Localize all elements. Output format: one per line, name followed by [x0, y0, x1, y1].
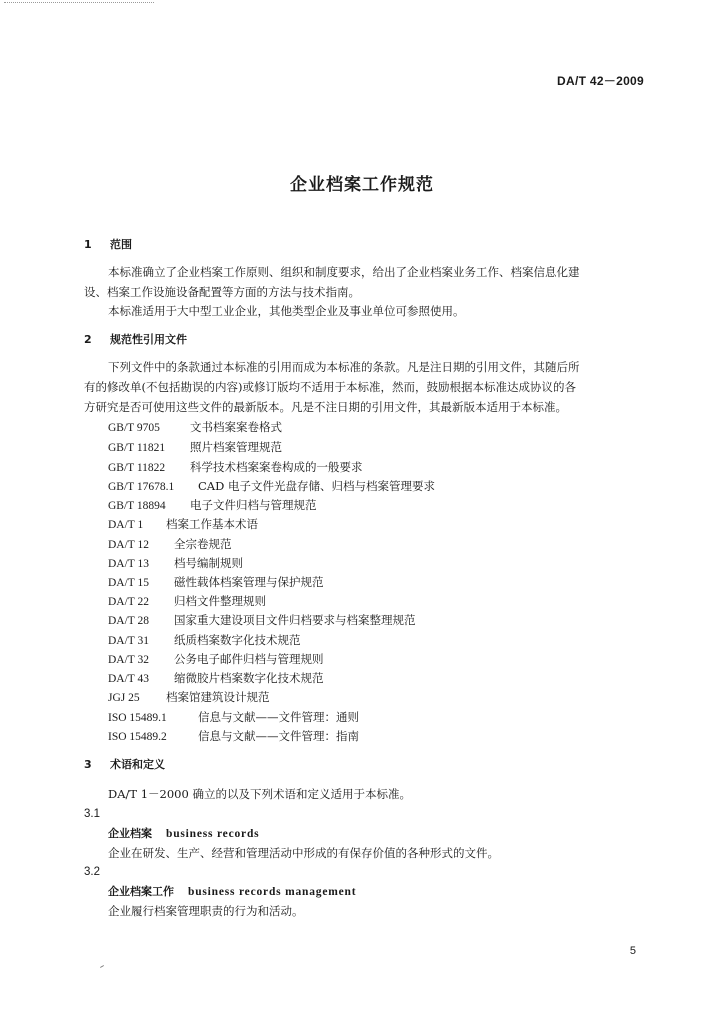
- reference-code: DA/T 28: [108, 615, 149, 627]
- term-definition: 企业履行档案管理职责的行为和活动。: [108, 904, 304, 918]
- reference-item: [108, 554, 243, 573]
- reference-code: DA/T 43: [108, 673, 149, 685]
- scan-artifact: [4, 2, 154, 6]
- reference-code: DA/T 15: [108, 577, 149, 589]
- reference-title: 电子文件归档与管理规范: [190, 498, 317, 512]
- term-chinese: 企业档案工作: [108, 885, 174, 898]
- page-title: 企业档案工作规范: [290, 175, 434, 195]
- term-english: business records: [166, 828, 260, 840]
- paragraph-line: 本标准确立了企业档案工作原则、组织和制度要求，给出了企业档案业务工作、档案信息化建: [108, 265, 580, 279]
- reference-title: 全宗卷规范: [174, 537, 232, 551]
- term-number: 3.2: [84, 866, 100, 878]
- reference-code: JGJ 25: [108, 692, 140, 704]
- reference-code: DA/T 31: [108, 635, 149, 647]
- paragraph-line: 有的修改单(不包括勘误的内容)或修订版均不适用于本标准，然而，鼓励根据本标准达成协议的各: [84, 380, 576, 394]
- reference-item: [108, 458, 363, 477]
- term-heading: [108, 824, 259, 843]
- section-number: 3: [84, 758, 92, 771]
- reference-code: DA/T 12: [108, 539, 149, 551]
- reference-item: [108, 418, 282, 437]
- reference-code: DA/T 1: [108, 519, 144, 531]
- reference-code: GB/T 11821: [108, 442, 166, 454]
- reference-item: [108, 669, 324, 688]
- term-number: 3.1: [84, 808, 100, 820]
- reference-code: GB/T 18894: [108, 500, 166, 512]
- reference-code: DA/T 22: [108, 596, 149, 608]
- reference-item: [108, 477, 435, 496]
- reference-item: [108, 708, 359, 727]
- reference-title: 国家重大建设项目文件归档要求与档案整理规范: [174, 613, 416, 627]
- section-3-heading: [84, 756, 165, 774]
- term-english: business records management: [188, 886, 357, 898]
- scan-artifact: [100, 965, 104, 968]
- reference-code: DA/T 13: [108, 558, 149, 570]
- reference-item: [108, 688, 270, 707]
- reference-title: 科学技术档案案卷构成的一般要求: [190, 460, 363, 474]
- section-number: 2: [84, 333, 92, 346]
- reference-item: [108, 535, 232, 554]
- reference-code: GB/T 17678.1: [108, 481, 175, 493]
- paragraph-line: 下列文件中的条款通过本标准的引用而成为本标准的条款。凡是注日期的引用文件，其随后所: [108, 360, 580, 374]
- term-heading: [108, 882, 356, 901]
- reference-title: 文书档案案卷格式: [190, 420, 282, 434]
- reference-code: GB/T 9705: [108, 422, 160, 434]
- reference-title: 公务电子邮件归档与管理规则: [174, 652, 324, 666]
- reference-title: 档案工作基本术语: [166, 517, 258, 531]
- section-title: 术语和定义: [110, 758, 165, 771]
- reference-title: 信息与文献——文件管理：指南: [198, 729, 359, 743]
- reference-code: DA/T 32: [108, 654, 149, 666]
- paragraph-line: 本标准适用于大中型工业企业，其他类型企业及事业单位可参照使用。: [108, 304, 465, 318]
- section-title: 范围: [110, 238, 132, 251]
- reference-title: 纸质档案数字化技术规范: [174, 633, 301, 647]
- reference-title: 档案馆建筑设计规范: [166, 690, 270, 704]
- reference-code: ISO 15489.2: [108, 731, 167, 743]
- reference-item: [108, 515, 258, 534]
- reference-item: [108, 438, 282, 457]
- section-1-heading: [84, 236, 132, 254]
- paragraph-line: 方研究是否可使用这些文件的最新版本。凡是不注日期的引用文件，其最新版本适用于本标准。: [84, 400, 567, 414]
- reference-item: [108, 611, 416, 630]
- reference-title: 档号编制规则: [174, 556, 243, 570]
- reference-title: 缩微胶片档案数字化技术规范: [174, 671, 324, 685]
- term-definition: 企业在研发、生产、经营和管理活动中形成的有保存价值的各种形式的文件。: [108, 846, 499, 860]
- reference-item: [108, 727, 359, 746]
- reference-title: 磁性载体档案管理与保护规范: [174, 575, 324, 589]
- standard-number: DA/T 42－2009: [557, 74, 644, 88]
- reference-item: [108, 631, 301, 650]
- section-2-heading: [84, 331, 187, 349]
- reference-item: [108, 650, 324, 669]
- reference-code: ISO 15489.1: [108, 712, 167, 724]
- reference-code: GB/T 11822: [108, 462, 166, 474]
- paragraph-line: 设、档案工作设施设备配置等方面的方法与技术指南。: [84, 285, 360, 299]
- reference-title: 归档文件整理规则: [174, 594, 266, 608]
- section-number: 1: [84, 238, 92, 251]
- reference-item: [108, 496, 317, 515]
- reference-title: 信息与文献——文件管理：通则: [198, 710, 359, 724]
- reference-title: CAD 电子文件光盘存储、归档与档案管理要求: [198, 479, 435, 493]
- reference-item: [108, 592, 266, 611]
- page-number: 5: [629, 945, 636, 957]
- term-chinese: 企业档案: [108, 827, 152, 840]
- paragraph-line: DA/T 1－2000 确立的以及下列术语和定义适用于本标准。: [108, 787, 411, 801]
- section-title: 规范性引用文件: [110, 333, 187, 346]
- reference-title: 照片档案管理规范: [190, 440, 282, 454]
- reference-item: [108, 573, 324, 592]
